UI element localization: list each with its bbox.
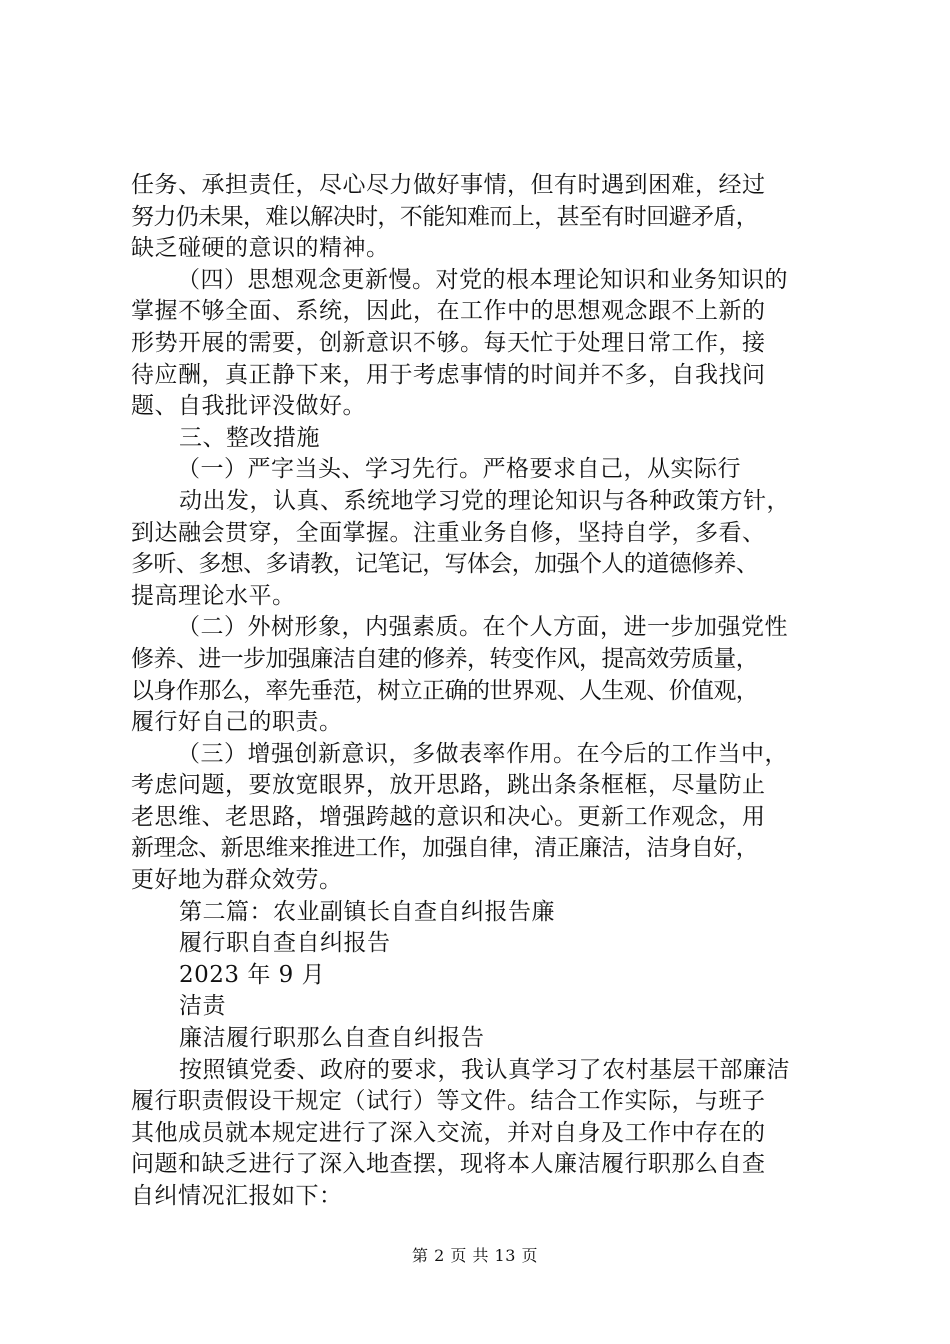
text-line: 更好地为群众效劳。: [131, 867, 343, 894]
text-line: 掌握不够全面、系统，因此，在工作中的思想观念跟不上新的: [131, 298, 766, 325]
chapter-title: 第二篇：农业副镇长自查自纠报告廉: [179, 898, 555, 925]
text-line: 自纠情况汇报如下：: [131, 1183, 343, 1209]
text-line: 动出发，认真、系统地学习党的理论知识与各种政策方针，: [179, 487, 790, 514]
text-line: 其他成员就本规定进行了深入交流，并对自身及工作中存在的: [131, 1119, 766, 1146]
body-text: [131, 170, 831, 1213]
paragraph-heading: （四）思想观念更新慢。对党的根本理论知识和业务知识的: [177, 266, 788, 293]
report-title: 廉洁履行职那么自查自纠报告: [179, 1025, 485, 1052]
text-line: 待应酬，真正静下来，用于考虑事情的时间并不多，自我找问: [131, 361, 766, 388]
text-line: 修养、进一步加强廉洁自建的修养，转变作风，提高效劳质量，: [131, 645, 759, 672]
text-line: 题、自我批评没做好。: [131, 393, 366, 420]
text-line: 到达融会贯穿，全面掌握。注重业务自修，坚持自学，多看、: [131, 519, 766, 546]
page-number: 第 2 页 共 13 页: [412, 1246, 538, 1265]
section-heading: 三、整改措施: [179, 424, 320, 451]
text-line: 履行职责假设干规定（试行）等文件。结合工作实际，与班子: [131, 1088, 766, 1115]
paragraph-heading: （三）增强创新意识，多做表率作用。在今后的工作当中，: [177, 740, 788, 767]
paragraph-heading: （二）外树形象，内强素质。在个人方面，进一步加强党性: [177, 614, 788, 641]
paragraph-heading: （一）严字当头、学习先行。严格要求自己，从实际行: [177, 456, 741, 483]
text-line: 问题和缺乏进行了深入地查摆，现将本人廉洁履行职那么自查: [131, 1151, 766, 1178]
text-line: 考虑问题，要放宽眼界，放开思路，跳出条条框框，尽量防止: [131, 772, 766, 799]
text-line: 形势开展的需要，创新意识不够。每天忙于处理日常工作，接: [131, 329, 766, 356]
date-line: 2023 年 9 月: [179, 961, 326, 988]
text-line: 努力仍未果，难以解决时，不能知难而上，甚至有时回避矛盾，: [131, 203, 759, 230]
text-line: 多听、多想、多请教，记笔记，写体会，加强个人的道德修养、: [131, 551, 759, 578]
text-line: 新理念、新思维来推进工作，加强自律，清正廉洁，洁身自好，: [131, 835, 759, 862]
title-line: 洁责: [179, 993, 226, 1020]
text-line: 提高理论水平。: [131, 582, 296, 609]
text-line: 任务、承担责任，尽心尽力做好事情，但有时遇到困难，经过: [131, 172, 766, 198]
text-line: 按照镇党委、政府的要求，我认真学习了农村基层干部廉洁: [179, 1056, 790, 1083]
text-line: 以身作那么，率先垂范，树立正确的世界观、人生观、价值观，: [131, 677, 759, 704]
text-line: 履行好自己的职责。: [131, 709, 343, 736]
title-line: 履行职自查自纠报告: [179, 930, 391, 957]
text-line: 老思维、老思路，增强跨越的意识和决心。更新工作观念，用: [131, 803, 766, 830]
text-line: 缺乏碰硬的意识的精神。: [131, 235, 390, 262]
